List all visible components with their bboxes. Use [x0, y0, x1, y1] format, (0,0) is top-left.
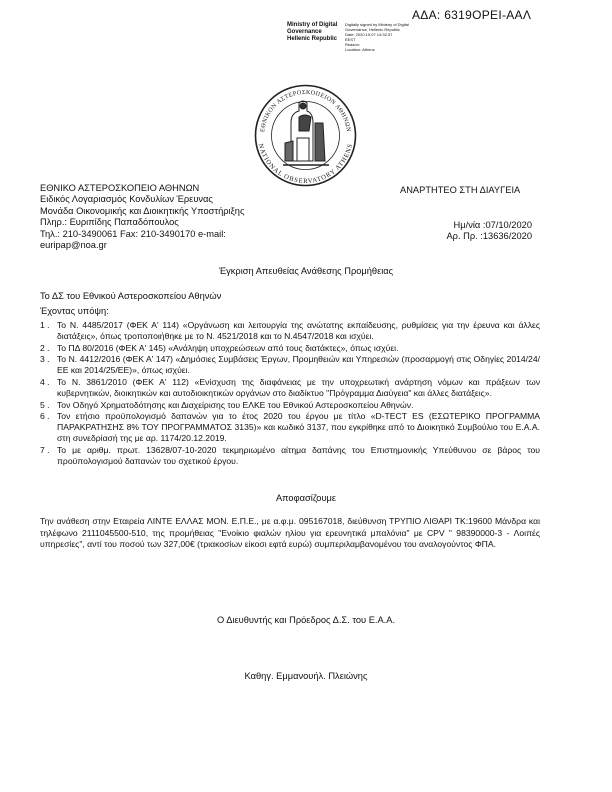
list-item	[40, 377, 540, 399]
org-line: ΕΘΝΙΚΟ ΑΣΤΕΡΟΣΚΟΠΕΙΟ ΑΘΗΝΩΝ	[40, 183, 200, 193]
signature-detail-line: Governance, Hellenic Republic	[345, 27, 400, 32]
list-item	[40, 320, 540, 342]
list-item	[40, 445, 540, 467]
signature-line: Governance	[287, 29, 322, 35]
org-line: euripap@noa.gr	[40, 240, 107, 251]
item-number: 5 .	[40, 399, 50, 410]
item-number: 7 .	[40, 444, 50, 455]
director-title: Ο Διευθυντής και Πρόεδρος Δ.Σ. του Ε.Α.Α.	[216, 615, 396, 625]
list-item	[40, 354, 540, 376]
digital-signature-label	[287, 22, 337, 43]
protocol-number: Αρ. Πρ. :13636/2020	[446, 231, 532, 242]
document-meta	[446, 220, 532, 243]
item-text: Τον ετήσιο προϋπολογισμό δαπανών για το έτος 2020 του έργου με τίτλο «D-TECT ES (ΕΣΩΤΕΡΙΚΟ ΠΡΟΓΡΑΜΜΑ ΠΑΡΑΚΡΑΤΗΣΗΣ 8% ΤΟΥ ΠΡΟΓΡΑΜΜΑΤΟΣ 3135)» και κωδικό 3137, που εγκρίθηκε από το Διοικητικό Συμβούλιο του Ε.Α.Α. στη συνεδρίασή της με αρ. 1174/20.12.2019.	[57, 411, 540, 443]
signer-name: Καθηγ. Εμμανουήλ. Πλειώνης	[244, 671, 368, 681]
list-item	[40, 400, 540, 411]
decision-heading: Αποφασίζουμε	[275, 493, 337, 503]
item-text: Το Ν. 3861/2010 (ΦΕΚ Α' 112) «Ενίσχυση της διαφάνειας με την υποχρεωτική ανάρτηση νόμων και πράξεων των κυβερνητικών, διοικητικών και αυτοδιοικητικών οργάνων στο διαδίκτυο "Πρόγραμμα Διαύγεια" και άλλες διατάξεις».	[57, 376, 540, 398]
item-text: Το Ν. 4485/2017 (ΦΕΚ Α' 114) «Οργάνωση και λειτουργία της ανώτατης εκπαίδευσης, ρυθμίσεις για την έρευνα και άλλες διατάξεις», όπως τροποποιήθηκε με το Ν. 4521/2018 και το Ν.4547/2018 και ισχύει.	[57, 320, 540, 341]
digital-signature-details	[345, 22, 409, 52]
item-number: 6 .	[40, 411, 50, 422]
document-date: Ημ/νία :07/10/2020	[453, 220, 532, 230]
decision-text: Την ανάθεση στην Εταιρεία ΛΙΝΤΕ ΕΛΛΑΣ ΜΟΝ. Ε.Π.Ε., με α.φ.μ. 095167018, διεύθυνση ΤΡΥΠΙΟ ΛΙΘΑΡΙ ΤΚ:19600 Μάνδρα και τηλέφωνο 2111045500-510, της προμήθειας "Ενοίκιο φιαλών ηλίου για ερευνητικά μπαλόνια" με CPV " 98390000-3 - Λοιπές υπηρεσίες", αντί του ποσού των 327,00€ (τριακοσίων είκοσι εφτά ευρώ) συμπεριλαμβανομένου του αναλογούντος ΦΠΑ.	[40, 516, 540, 550]
posting-note: ΑΝΑΡΤΗΤΕΟ ΣΤΗ ΔΙΑΥΓΕΙΑ	[400, 185, 521, 195]
signature-detail-line: Date: 2020.10.07 14:32:37	[345, 32, 393, 37]
national-observatory-athens-seal-icon	[253, 83, 358, 188]
item-number: 1 .	[40, 320, 50, 330]
org-line: Ειδικός Λογαριασμός Κονδυλίων Έρευνας	[40, 194, 213, 205]
item-number: 2 .	[40, 342, 50, 353]
signature-line: Hellenic Republic	[287, 36, 338, 42]
item-text: Το με αριθμ. πρωτ. 13628/07-10-2020 τεκμηριωμένο αίτημα δαπάνης του Επιστημονικής Υπεύθυνου σε βάρος του προϋπολογισμού δαπανών του σχετικού έργου.	[57, 444, 540, 466]
item-number: 4 .	[40, 376, 50, 387]
signature-detail-line: Digitally signed by Ministry of Digital	[345, 22, 409, 27]
list-item	[40, 411, 540, 443]
having-considered-heading: Έχοντας υπόψη:	[40, 306, 109, 316]
signature-detail-line: Reason:	[345, 42, 360, 47]
organization-header	[40, 183, 244, 251]
signature-detail-line: EEST	[345, 37, 356, 42]
addressee: Το ΔΣ του Εθνικού Αστεροσκοπείου Αθηνών	[40, 291, 222, 301]
item-text: Το ΠΔ 80/2016 (ΦΕΚ Α' 145) «Ανάληψη υποχρεώσεων από τους διατάκτες», όπως ισχύει.	[57, 342, 399, 353]
item-text: Το Ν. 4412/2016 (ΦΕΚ Α' 147) «Δημόσιες Συμβάσεις Έργων, Προμηθειών και Υπηρεσιών (προσαρμογή στις Οδηγίες 2014/24/ΕΕ και 2014/25/ΕΕ)», όπως ισχύει.	[57, 354, 540, 376]
seal-text-bottom: NATIONAL OBSERVATORY ATHENS	[256, 143, 355, 186]
item-text: Τον Οδηγό Χρηματοδότησης και Διαχείρισης του ΕΛΚΕ του Εθνικού Αστεροσκοπείου Αθηνών.	[57, 399, 414, 410]
ada-code: ΑΔΑ: 6319ΟΡΕΙ-ΑΑΛ	[412, 8, 532, 22]
item-number: 3 .	[40, 354, 50, 365]
considerations-list	[40, 320, 540, 467]
svg-text:NATIONAL OBSERVATORY ATHENS	[257, 143, 354, 185]
seal-text-top: ΕΘΝΙΚΟΝ ΑΣΤΕΡΟΣΚΟΠΕΙΟΝ ΑΘΗΝΩΝ	[259, 88, 352, 133]
signature-detail-line: Location: Athens	[345, 47, 375, 52]
org-line: Τηλ.: 210-3490061 Fax: 210-3490170 e-mail:	[40, 228, 226, 239]
document-subject: Έγκριση Απευθείας Ανάθεσης Προμήθειας	[218, 266, 394, 276]
list-item	[40, 343, 540, 354]
org-line: Μονάδα Οικονομικής και Διοικητικής Υποστήριξης	[40, 205, 245, 216]
org-line: Πληρ.: Ευριπίδης Παπαδόπουλος	[40, 217, 179, 228]
signature-line: Ministry of Digital	[287, 22, 338, 28]
